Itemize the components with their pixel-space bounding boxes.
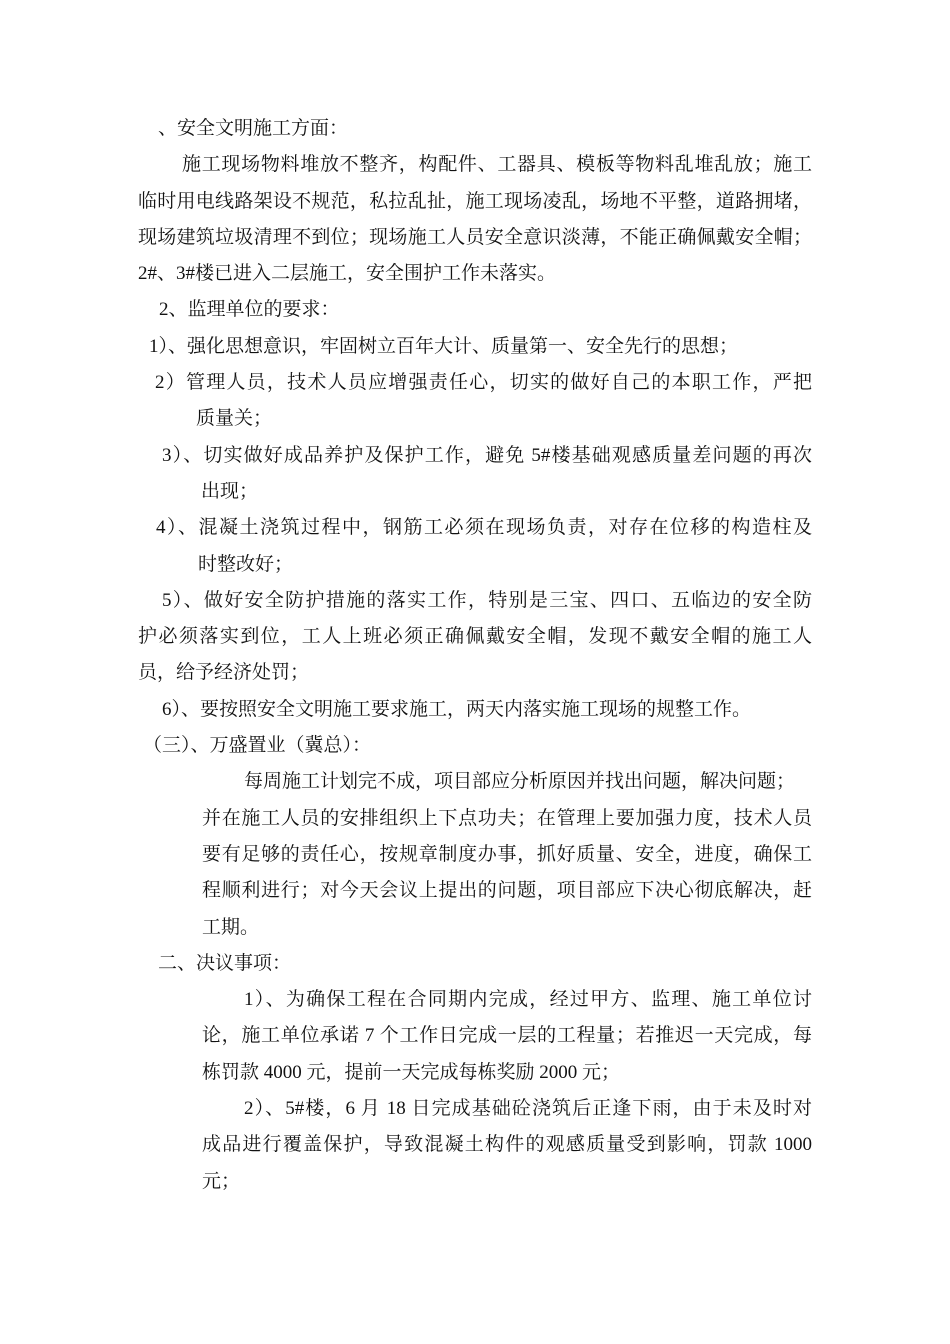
text-line: 施工现场物料堆放不整齐，构配件、工器具、模板等物料乱堆乱放；施工 — [182, 154, 812, 176]
text-line: 要有足够的责任心，按规章制度办事，抓好质量、安全，进度，确保工 — [202, 843, 812, 865]
document-text-block — [138, 111, 812, 1200]
text-line: 5）、做好安全防护措施的落实工作，特别是三宝、四口、五临边的安全防 — [162, 589, 812, 611]
text-line: 元； — [202, 1170, 241, 1192]
text-line: 1）、为确保工程在合同期内完成，经过甲方、监理、施工单位讨 — [244, 989, 812, 1011]
text-line: 3）、切实做好成品养护及保护工作，避免 5#楼基础观感质量差问题的再次 — [162, 444, 812, 466]
text-line: 临时用电线路架设不规范，私拉乱扯，施工现场凌乱，场地不平整，道路拥堵， — [138, 190, 812, 212]
text-line: 护必须落实到位，工人上班必须正确佩戴安全帽，发现不戴安全帽的施工人 — [138, 626, 812, 648]
text-line: 论，施工单位承诺 7 个工作日完成一层的工程量；若推迟一天完成，每 — [202, 1025, 812, 1047]
text-line: 1）、强化思想意识，牢固树立百年大计、质量第一、安全先行的思想； — [149, 335, 739, 357]
text-line: 员，给予经济处罚； — [138, 662, 310, 684]
text-line: 工期。 — [202, 916, 260, 938]
text-line: 2#、3#楼已进入二层施工，安全围护工作未落实。 — [138, 263, 557, 285]
text-line: 程顺利进行；对今天会议上提出的问题，项目部应下决心彻底解决，赶 — [202, 880, 812, 902]
text-line: 并在施工人员的安排组织上下点功夫；在管理上要加强力度，技术人员 — [202, 807, 812, 829]
text-line: 出现； — [201, 480, 259, 502]
text-line: 6）、要按照安全文明施工要求施工，两天内落实施工现场的规整工作。 — [162, 698, 752, 720]
text-line: 栋罚款 4000 元，提前一天完成每栋奖励 2000 元； — [202, 1061, 621, 1083]
text-line: 成品进行覆盖保护，导致混凝土构件的观感质量受到影响，罚款 1000 — [202, 1134, 812, 1156]
text-line: 质量关； — [196, 408, 273, 430]
text-line: 4）、混凝土浇筑过程中，钢筋工必须在现场负责，对存在位移的构造柱及 — [156, 517, 812, 539]
text-line: 2）管理人员，技术人员应增强责任心，切实的做好自己的本职工作，严把 — [155, 372, 812, 394]
text-line: 、安全文明施工方面： — [158, 118, 349, 139]
text-line: （三）、万盛置业（冀总）： — [143, 735, 372, 757]
text-line: 2）、5#楼，6 月 18 日完成基础砼浇筑后正逢下雨，由于未及时对 — [244, 1098, 812, 1120]
text-line: 2、监理单位的要求： — [159, 299, 340, 321]
text-line: 二、决议事项： — [158, 952, 292, 974]
text-line: 时整改好； — [198, 553, 294, 575]
text-line: 每周施工计划完不成，项目部应分析原因并找出问题，解决问题； — [244, 771, 796, 793]
text-line: 现场建筑垃圾清理不到位；现场施工人员安全意识淡薄，不能正确佩戴安全帽； — [138, 226, 812, 248]
